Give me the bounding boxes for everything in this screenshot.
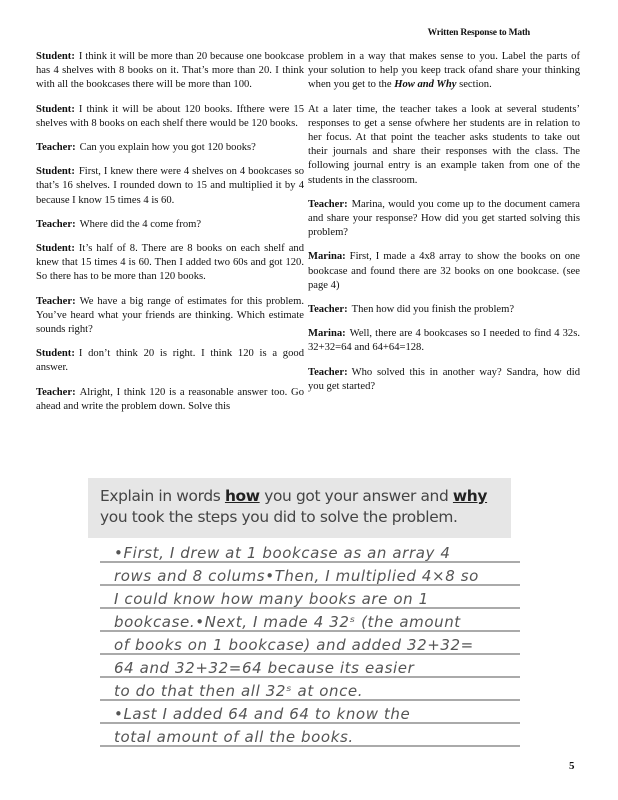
handwritten-line: 64 and 32+32=64 because its easier — [114, 659, 415, 677]
prompt-how: how — [224, 487, 260, 505]
dialogue-paragraph — [36, 295, 304, 338]
dialogue-text: Then how did you finish the problem? — [351, 304, 515, 316]
speaker-label: Student: — [36, 348, 75, 360]
dialogue-paragraph — [36, 50, 304, 93]
handwritten-line: to do that then all 32ˢ at once. — [114, 682, 364, 700]
speaker-label: Teacher: — [36, 295, 76, 307]
dialogue-text: Can you explain how you got 120 books? — [79, 142, 256, 154]
speaker-label: Teacher: — [36, 142, 76, 154]
handwritten-line: of books on 1 bookcase) and added 32+32= — [114, 636, 474, 654]
dialogue-paragraph — [308, 198, 580, 241]
dialogue-paragraph — [36, 103, 304, 131]
handwritten-line: •Last I added 64 and 64 to know the — [114, 705, 411, 723]
handwritten-line: rows and 8 colums•Then, I multiplied 4×8 so — [114, 567, 479, 585]
dialogue-text: Marina, would you come up to the document camera and share your response? How did you get started solving this problem? — [308, 198, 580, 239]
speaker-label: Teacher: — [308, 198, 348, 210]
speaker-label: Teacher: — [308, 304, 348, 316]
prompt-text: you got your answer and — [259, 487, 453, 505]
speaker-label: Student: — [36, 243, 75, 255]
handwritten-line: total amount of all the books. — [114, 728, 354, 746]
dialogue-text: First, I knew there were 4 shelves on 4 bookcases so that’s 16 shelves. I rounded down to 15 and multiplied it by 4 because I know 15 times 4 is 60. — [36, 166, 304, 206]
dialogue-paragraph — [36, 218, 304, 232]
dialogue-paragraph — [308, 366, 580, 394]
dialogue-text: We have a big range of estimates for this problem. You’ve heard what your friends are thinking. Which estimate sounds right? — [36, 295, 304, 336]
speaker-label: Student: — [36, 103, 75, 115]
dialogue-text: It’s half of 8. There are 8 books on each shelf and knew that 15 times 4 is 60. Then I added two 60s and got 120. So there has to be more than 120 books. — [36, 243, 304, 283]
handwritten-line: bookcase.•Next, I made 4 32ˢ (the amount — [114, 613, 461, 631]
speaker-label: Teacher: — [36, 218, 76, 230]
handwritten-line: I could know how many books are on 1 — [114, 590, 429, 608]
speaker-label: Teacher: — [308, 366, 348, 378]
section-reference: How and Why — [394, 79, 457, 91]
speaker-label: Student: — [36, 166, 75, 178]
running-header: Written Response to Math — [427, 28, 530, 38]
dialogue-text: I don’t think 20 is right. I think 120 is a good answer. — [36, 348, 304, 374]
continuation-paragraph — [308, 50, 580, 93]
dialogue-text: Well, there are 4 bookcases so I needed to find 4 32s. 32+32=64 and 64+64=128. — [308, 328, 580, 354]
dialogue-text: Alright, I think 120 is a reasonable answer too. Go ahead and write the problem down. Solve this — [36, 386, 304, 412]
dialogue-paragraph — [36, 165, 304, 208]
narration-paragraph: At a later time, the teacher takes a look at several students’ responses to get a sense ofwhere her students are in relation to her focus. At that point the teacher asks students to take out their journals and share their responses with the class. The following journal entry is an example taken from one of the students in the classroom. — [308, 103, 580, 186]
prompt-text: you took the steps you did to solve the problem. — [100, 508, 458, 526]
speaker-label: Marina: — [308, 251, 346, 263]
continuation-text: problem in a way that makes sense to you. Label the parts of your solution to help you keep track ofand share your thinking when you get to the — [308, 51, 580, 91]
prompt-text: Explain in words — [100, 487, 225, 505]
dialogue-paragraph — [36, 386, 304, 414]
dialogue-paragraph — [36, 347, 304, 375]
dialogue-paragraph — [308, 250, 580, 293]
dialogue-paragraph — [36, 141, 304, 155]
dialogue-paragraph — [308, 303, 580, 317]
speaker-label: Marina: — [308, 328, 346, 340]
dialogue-paragraph — [308, 327, 580, 355]
speaker-label: Student: — [36, 51, 75, 62]
dialogue-paragraph — [36, 242, 304, 285]
dialogue-text: Where did the 4 come from? — [79, 218, 202, 230]
handwritten-line: •First, I drew at 1 bookcase as an array 4 — [114, 544, 451, 562]
writing-prompt-box — [88, 478, 511, 538]
dialogue-text: I think it will be about 120 books. Ifthere were 15 shelves with 8 books on each shelf there would be 120 books. — [36, 103, 304, 129]
dialogue-text: I think it will be more than 20 because one bookcase has 4 shelves with 8 books on it. That’s more than 20. I think with all the bookcases there will be more than 100. — [36, 51, 304, 91]
dialogue-text: First, I made a 4x8 array to show the books on one bookcase and found there are 32 books on one bookcase. (see page 4) — [308, 251, 580, 291]
left-column — [36, 50, 304, 424]
right-column — [308, 50, 580, 404]
page-number: 5 — [569, 760, 575, 772]
prompt-why: why — [452, 487, 488, 505]
dialogue-text: Who solved this in another way? Sandra, how did you get started? — [308, 366, 580, 392]
continuation-text-end: section. — [459, 79, 492, 91]
speaker-label: Teacher: — [36, 386, 76, 398]
